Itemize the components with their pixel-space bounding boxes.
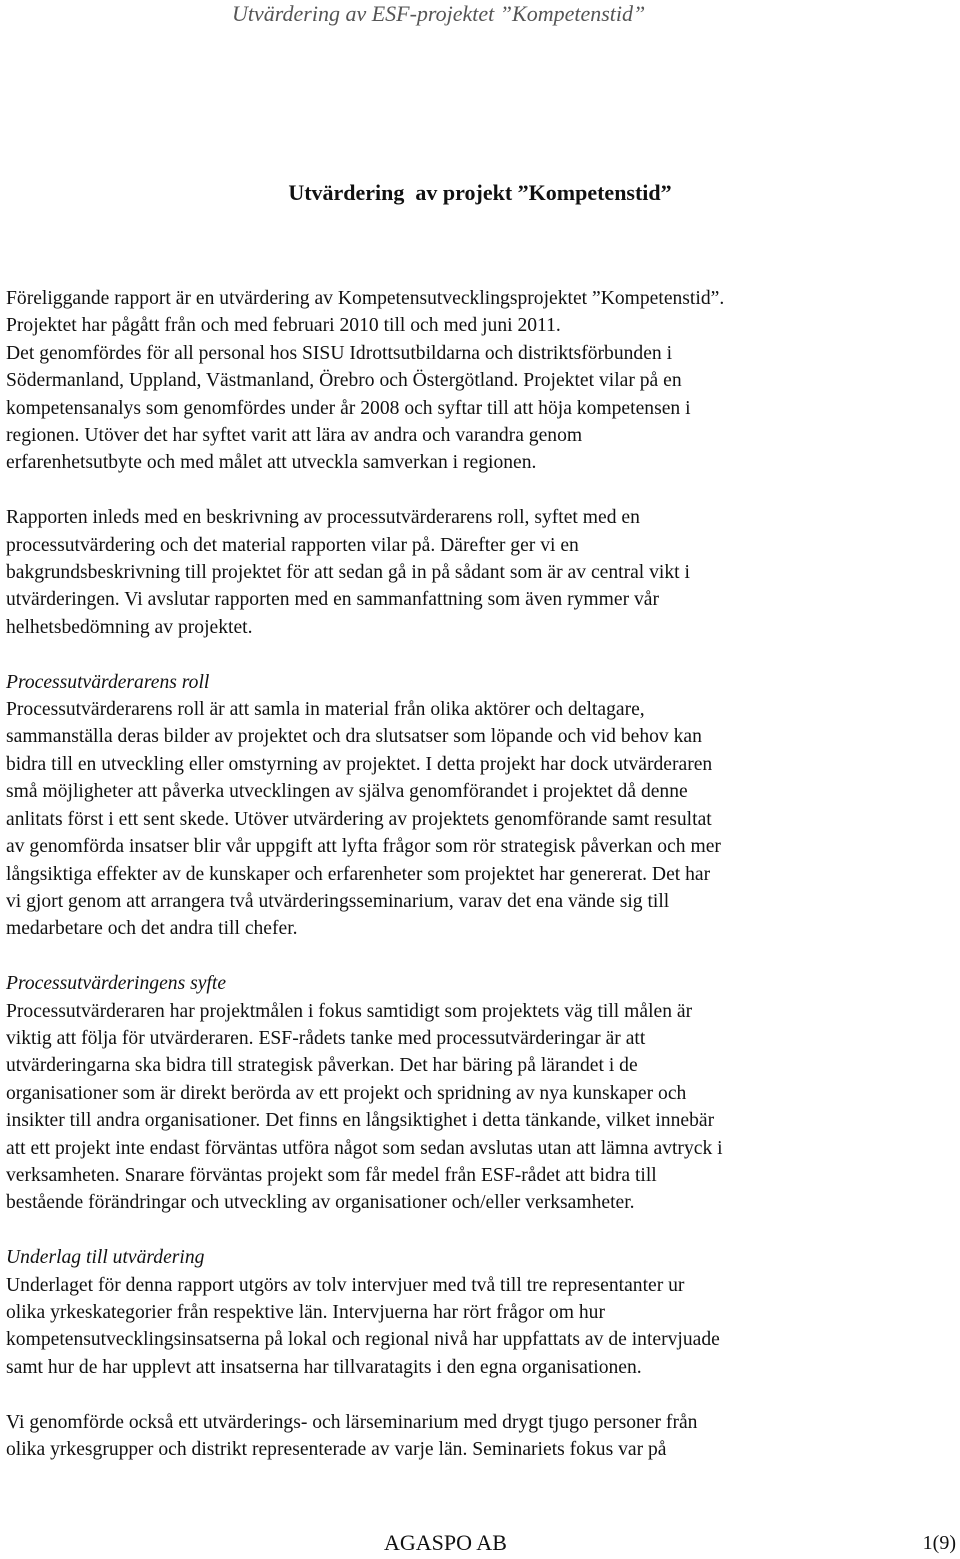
document-body — [6, 285, 946, 1491]
section-intro — [6, 285, 946, 477]
paragraph — [6, 1409, 946, 1464]
text-line: kompetensutvecklingsinsatserna på lokal och regional nivå har uppfattats av de intervjuade — [6, 1329, 720, 1351]
running-header: Utvärdering av ESF-projektet ”Kompetenstid” — [232, 1, 646, 26]
text-line: Vi genomförde också ett utvärderings- och lärseminarium med drygt tjugo personer från — [6, 1411, 698, 1433]
text-line: anlitats först i ett sent skede. Utöver utvärdering av projektets genomförande samt resultat — [6, 808, 712, 830]
section-heading: Processutvärderingens syfte — [6, 973, 227, 995]
text-line: Processutvärderaren har projektmålen i fokus samtidigt som projektets väg till målen är — [6, 1000, 693, 1022]
text-line: utvärderingen. Vi avslutar rapporten med en sammanfattning som även rymmer vår — [6, 589, 660, 611]
paragraph — [6, 504, 946, 641]
text-line: organisationer som är direkt berörda av ett projekt och spridning av nya kunskaper och — [6, 1082, 687, 1104]
text-line: Projektet har pågått från och med februari 2010 till och med juni 2011. — [6, 315, 561, 337]
text-line: Föreliggande rapport är en utvärdering av Kompetensutvecklingsprojektet ”Kompetenstid”. — [6, 288, 725, 309]
text-line: olika yrkeskategorier från respektive län. Intervjuerna har rört frågor om hur — [6, 1301, 605, 1323]
section-heading: Processutvärderarens roll — [6, 671, 210, 693]
text-line: Södermanland, Uppland, Västmanland, Örebro och Östergötland. Projektet vilar på en — [6, 370, 682, 392]
text-line: att ett projekt inte endast förväntas utföra något som sedan avslutas utan att lämna avtryck i — [6, 1137, 723, 1159]
text-line: Det genomfördes för all personal hos SISU Idrottsutbildarna och distriktsförbunden i — [6, 342, 673, 364]
section-evaluator-role — [6, 669, 946, 943]
text-line: regionen. Utöver det har syftet varit att lära av andra och varandra genom — [6, 425, 583, 447]
text-line: av genomförda insatser blir vår uppgift att lyfta frågor som rör strategisk påverkan och mer — [6, 836, 721, 858]
text-line: bestående förändringar och utveckling av organisationer och/eller verksamheter. — [6, 1192, 635, 1214]
paragraph — [6, 998, 946, 1217]
text-line: medarbetare och det andra till chefer. — [6, 918, 298, 940]
paragraph — [6, 285, 946, 477]
text-line: Rapporten inleds med en beskrivning av processutvärderarens roll, syftet med en — [6, 507, 640, 529]
section-evaluation-basis — [6, 1244, 946, 1381]
text-line: sammanställa deras bilder av projektet och dra slutsatser som löpande och vid behov kan — [6, 726, 702, 748]
footer-company-name: AGASPO AB — [384, 1530, 507, 1555]
text-line: viktig att följa för utvärderaren. ESF-rådets tanke med processutvärderingar är att — [6, 1027, 646, 1049]
document-title: Utvärdering av projekt ”Kompetenstid” — [288, 180, 672, 205]
section-evaluation-purpose — [6, 970, 946, 1217]
text-line: insikter till andra organisationer. Det finns en långsiktighet i detta tänkande, vilket innebär — [6, 1110, 715, 1132]
text-line: Processutvärderarens roll är att samla in material från olika aktörer och deltagare, — [6, 699, 645, 721]
section-seminar — [6, 1409, 946, 1464]
text-line: små möjligheter att påverka utvecklingen av själva genomförandet i projektet då denne — [6, 781, 688, 803]
text-line: vi gjort genom att arrangera två utvärderingsseminarium, varav det ena vände sig till — [6, 890, 670, 912]
text-line: bakgrundsbeskrivning till projektet för att sedan gå in på sådant som är av central vikt i — [6, 562, 690, 584]
text-line: bidra till en utveckling eller omstyrning av projektet. I detta projekt har dock utvärderaren — [6, 753, 713, 775]
text-line: erfarenhetsutbyte och med målet att utveckla samverkan i regionen. — [6, 452, 537, 474]
paragraph — [6, 696, 946, 943]
section-report-outline — [6, 504, 946, 641]
page-number: 1(9) — [922, 1532, 956, 1554]
text-line: processutvärdering och det material rapporten vilar på. Därefter ger vi en — [6, 534, 579, 556]
text-line: olika yrkesgrupper och distrikt representerade av varje län. Seminariets fokus var på — [6, 1438, 667, 1460]
text-line: verksamheten. Snarare förväntas projekt som får medel från ESF-rådet att bidra till — [6, 1164, 657, 1186]
text-line: utvärderingarna ska bidra till strategisk påverkan. Det har bäring på lärandet i de — [6, 1055, 638, 1077]
text-line: Underlaget för denna rapport utgörs av tolv intervjuer med två till tre representanter ur — [6, 1274, 685, 1296]
paragraph — [6, 1272, 946, 1382]
text-line: kompetensanalys som genomfördes under år 2008 och syftar till att höja kompetensen i — [6, 397, 691, 419]
text-line: långsiktiga effekter av de kunskaper och erfarenheter som projektet har genererat. Det har — [6, 863, 711, 885]
section-heading: Underlag till utvärdering — [6, 1247, 205, 1269]
text-line: helhetsbedömning av projektet. — [6, 616, 253, 638]
text-line: samt hur de har upplevt att insatserna har tillvaratagits i den egna organisationen. — [6, 1356, 642, 1378]
